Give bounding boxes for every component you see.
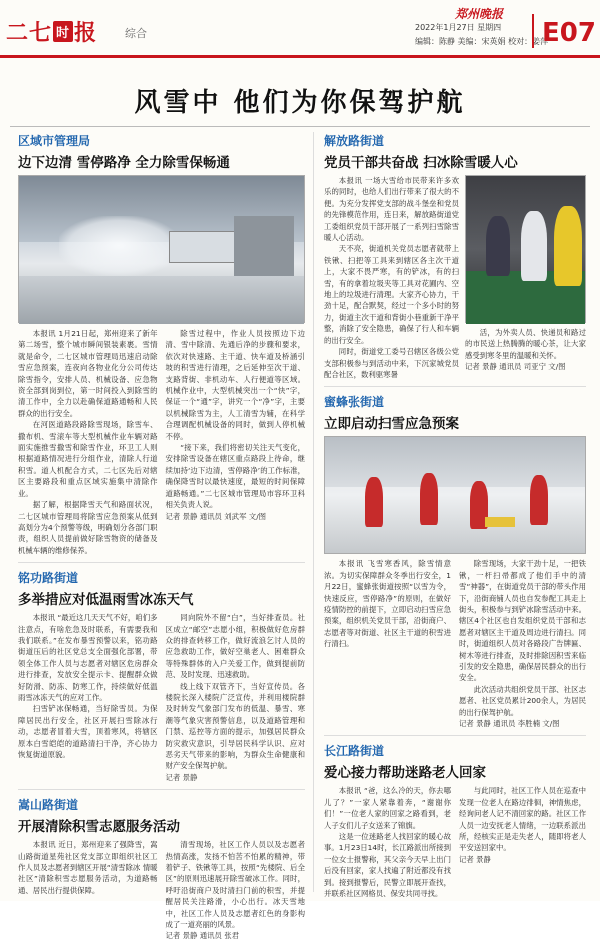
section-rule — [18, 562, 305, 563]
volunteers-photo — [465, 175, 586, 323]
shoveling-photo — [324, 436, 586, 554]
issue-date: 2022年1月27日 星期四 — [415, 23, 502, 32]
paragraph: 本报讯 飞雪寒香风，除雪情意浓。为切实保障群众冬季出行安全，1月22日，蜜蜂张街道按照“以雪为令，快速反应，雪停路净”的原则，在做好疫情防控的前提下，立即启动扫雪应急预案，组织机关党员干部，沿街商户、志愿者等对街道、社区主干道的积雪进行清扫。 — [324, 559, 451, 649]
article-body — [324, 558, 586, 729]
paragraph: 本报讯 1月21日起，郑州迎来了新年第二场雪，整个城市瞬间银装素裹。雪情就是命令，二七区城市管理局迅速启动除雪应急预案，连夜向各物业化分公司传达除雪指令，安排人员、机械设备、应急物资全部到岗到位，第一时间投入到除雪的清工作中，全力以赴确保道路通畅和人民群众的出行安全。 — [18, 329, 158, 418]
article-title: 开展清除积雪志愿服务活动 — [18, 819, 180, 836]
snowplow-photo — [18, 175, 305, 323]
section-label: 铭功路街道 — [18, 571, 79, 586]
section-label: 解放路街道 — [324, 134, 385, 148]
paragraph: 本报讯 “最近这几天天气不好，咱们多注意点，有啥危急及时联系，有需要我和我们联系。”在发布暴雪预警以来，铭功路街道压后的社区党总支全面强化部署，带领全体工作人员与志愿者对辖区危房群众进行排查，发放安全提示卡、提醒群众做好防滑、防冻、防寒工作，持续做好低温雨雪冰冻天气的应对工作。 — [18, 613, 158, 702]
brand-a: 二七 — [6, 21, 53, 46]
page-headline: 风雪中 他们为你保驾护航 — [134, 88, 466, 118]
article-body — [18, 839, 305, 942]
section-rule — [324, 386, 586, 387]
editor-credits: 编辑：陈静 美编：宋英娟 校对：姜萍 — [415, 37, 549, 46]
paragraph: 本报讯 “爸，这么冷的天，你去哪儿了？”一家人紧靠着奔，“谢谢你们！”一位老人家的回家之路看到，老人子女们儿子女送来了锦旗。 — [324, 786, 451, 830]
paragraph: “接下来，我们将密切关注天气变化，安排除雪设备在辖区重点路段上待命，继续加持‘边下边清，雪停路净’的工作标准，确保降雪时以最快速度，最短的时间保障道路畅通。”二七区城市管理局市容环卫科相关负责人说。 — [165, 443, 305, 510]
article-credit: 记者 景静 通讯员 张君 — [165, 931, 240, 941]
paragraph: 天不亮，街道机关党员志愿者就带上铁锹、扫把等工具来到辖区各主次干道上，大家不畏严寒，有的铲冰，有的扫雪，有的拿着垃圾夹等工具对花圃内、空地上的垃圾进行清理。大家齐心协力，干劲十足，配合默契，经过一个多小时的努力，街道主次干道和背街小巷重新干净平整，消除了安全隐患，确保了行人和车辆的出行安全。 — [324, 244, 459, 345]
article-credit: 记者 景静 — [165, 772, 198, 782]
article-title: 边下边清 雪停路净 全力除雪保畅通 — [18, 155, 230, 171]
paragraph: 同向院外不留“白”，当好排查员。社区成立“邮空”志愿小组，积极做好危房群众的排查转移工作，做好流浪乞讨人员的应急救助工作，做好空巢老人、困难群众等特殊群体的入户关爱工作，做到提前防范、及时发现、迅速救助。 — [165, 613, 305, 680]
section-label: 蜜蜂张街道 — [324, 395, 385, 410]
paragraph: 同时，街道党工委号召辖区各级公党支部积极参与到活动中来，下沉家城党员配合社区，数利驱寒暑 — [324, 347, 459, 379]
headline-rule — [10, 126, 590, 127]
paragraph: 扫雪铲冰保畅通，当好除雪员。为保障居民出行安全，社区开展扫雪除冰行动，志愿者冒着大雪，顶着寒风，将辖区原本白雪皑皑的道路清扫干净，齐心协力恢复街道原貌。 — [18, 704, 158, 759]
section-rule — [324, 735, 586, 736]
article-body — [18, 328, 305, 556]
article-credit: 记者 景静 — [459, 854, 491, 864]
section-rule — [18, 789, 305, 790]
article-credit: 记者 景静 通讯员 刘武军 文/图 — [165, 511, 267, 521]
page-number: E07 — [542, 18, 596, 48]
column-divider — [313, 132, 314, 892]
paragraph: 本报讯 一场大雪给市民带来许多欢乐的同时，也给人们出行带来了很大的不便。为充分发挥党支部的战斗堡垒和党员的先锋模范作用，连日来，解放路街道党工委组织党员干部开展了一系列扫雪除雪暖人心活动。 — [324, 176, 459, 243]
article-body — [18, 612, 305, 783]
paragraph: 除雪现场，大家干劲十足，一把铁锹，一杆扫帚都成了他们手中的清雪“神器”，在街道党员干部的带头作用下，沿街商铺人员也自发参配工具走上街头，积极参与到铲冰除雪活动中来。辖区4个社区也自发组织党员干部和志愿者对辖区主干道及周边进行清扫。同时，街道组织人员对各路段广告牌匾、树木等进行排查，及时排除因积雪来临引发的安全隐患，确保居民群众的出行安全。 — [459, 559, 586, 683]
masthead-rule — [0, 55, 600, 58]
section-label: 长江路街道 — [324, 744, 385, 759]
left-column — [18, 132, 305, 941]
paragraph: 线上线下双管齐下，当好宣传员。各楼院长深入楼院广泛宣传，并利用楼院群及时转发气象部门发布的低温、暴雪、寒潮等气象灾害预警信息，以及道路管理和门禁、巡控等方面的提示，加强居民群众防灾救灾意识，引导居民科学认识、应对恶劣天气带来的影响，为群众生命健康和财产安全保驾护航。 — [165, 681, 305, 771]
brand-name — [6, 16, 97, 47]
paragraph: 这是一位迷路老人找回家的暖心故事。1月23日14时，长江路派出所接到一位女士报警称，其父亲今天早上出门后没有回家，家人找遍了附近都没有找到。接到报警后，民警立即展开查找，并联系社区网格员、保安共同寻找。 — [324, 832, 451, 899]
paper-logo: 郑州晚报 — [455, 7, 504, 21]
article-title: 多举措应对低温雨雪冰冻天气 — [18, 592, 194, 609]
brand-badge: 时 — [53, 21, 73, 42]
page-number-box — [532, 14, 596, 48]
article-title: 立即启动扫雪应急预案 — [324, 416, 459, 433]
section-tag: 综合 — [125, 27, 147, 40]
article-credit: 记者 景静 通讯员 李胜楠 文/图 — [459, 719, 560, 728]
article-body — [324, 785, 586, 899]
paragraph: 活，为外卖人员、快递员和路过的市民送上热腾腾的暖心茶，让大家感受到寒冬里的温暖和关怀。 — [465, 328, 586, 360]
article-credit: 记者 景静 通讯员 司亚宁 文/图 — [465, 362, 566, 372]
paragraph: 据了解，根据降雪天气和路面状况，二七区城市管理局将除雪应急预案从低到高划分为4个预警等级，明确划分各部门职责，组织人员提前做好除雪物资的储备及机械车辆的维修保养。 — [18, 500, 158, 555]
article-title: 党员干部共奋战 扫冰除雪暖人心 — [324, 155, 518, 171]
paragraph: 除雪过程中，作业人员按照边下边清、雪中除清、先通后净的步骤和要求，依次对快速路、主干道、快车道及桥涵引坡的积雪进行清理，之后延伸至次干道、支路背街、非机动车、人行便道等区域。机械作业中，大型机械突出一个“快”字，保证一个“通”字，讲究一个“净”字，主要以机械除雪为主，人工清雪为辅，在科学合理调配机械设备的同时，做到人停机械不停。 — [165, 329, 305, 441]
section-label: 区域市管理局 — [18, 134, 91, 148]
paragraph: 此次活动共组织党员干部、社区志愿者、社区党员累计200余人，为居民的出行保驾护航。 — [459, 684, 586, 717]
paragraph: 在河医道路段路除雪现场，除雪车、撒布机、雪滚车等大型机械作业车辆对路面实施推雪撒雪和除雪作业，环卫工人则根据道路情况进行分组作业，清除人行道积雪。道人机配合方式，二七区先后对辖区主要路段和重点区域实施集中清除作业。 — [18, 420, 158, 498]
paragraph: 与此同时，社区工作人员在巡查中发现一位老人在路边徘徊，神情焦虑，经询问老人记不清回家的路。社区工作人员一边安抚老人情绪，一边联系派出所，经核实正是走失老人，随即将老人平安送回家中。 — [459, 786, 586, 853]
right-column — [324, 132, 586, 899]
masthead — [0, 0, 600, 58]
brand-b: 报 — [74, 21, 98, 46]
paragraph: 清雪现场，社区工作人员以及志愿者热情高涨，发扬不怕苦不怕累的精神，带着铲子、铁锹等工具，按照“先楼院、后全区”的原则迅速展开除雪破冰工作。同时，呼吁沿街商户及时清扫门前的积雪，并提醒居民关注路滑，小心出行。冰天雪地中，社区工作人员及志愿者红色的身影构成了一道亮丽的风景。 — [165, 840, 305, 930]
section-label: 嵩山路街道 — [18, 798, 79, 813]
paragraph: 本报讯 近日，郑州迎来了强降雪，嵩山路街道星苑社区党支部立即组织社区工作人员及志愿者到辖区开展“清雪除冰 情暖社区”清除积雪志愿服务活动，为道路畅通、居民出行提供保障。 — [18, 840, 158, 895]
article-title: 爱心接力帮助迷路老人回家 — [324, 765, 486, 782]
